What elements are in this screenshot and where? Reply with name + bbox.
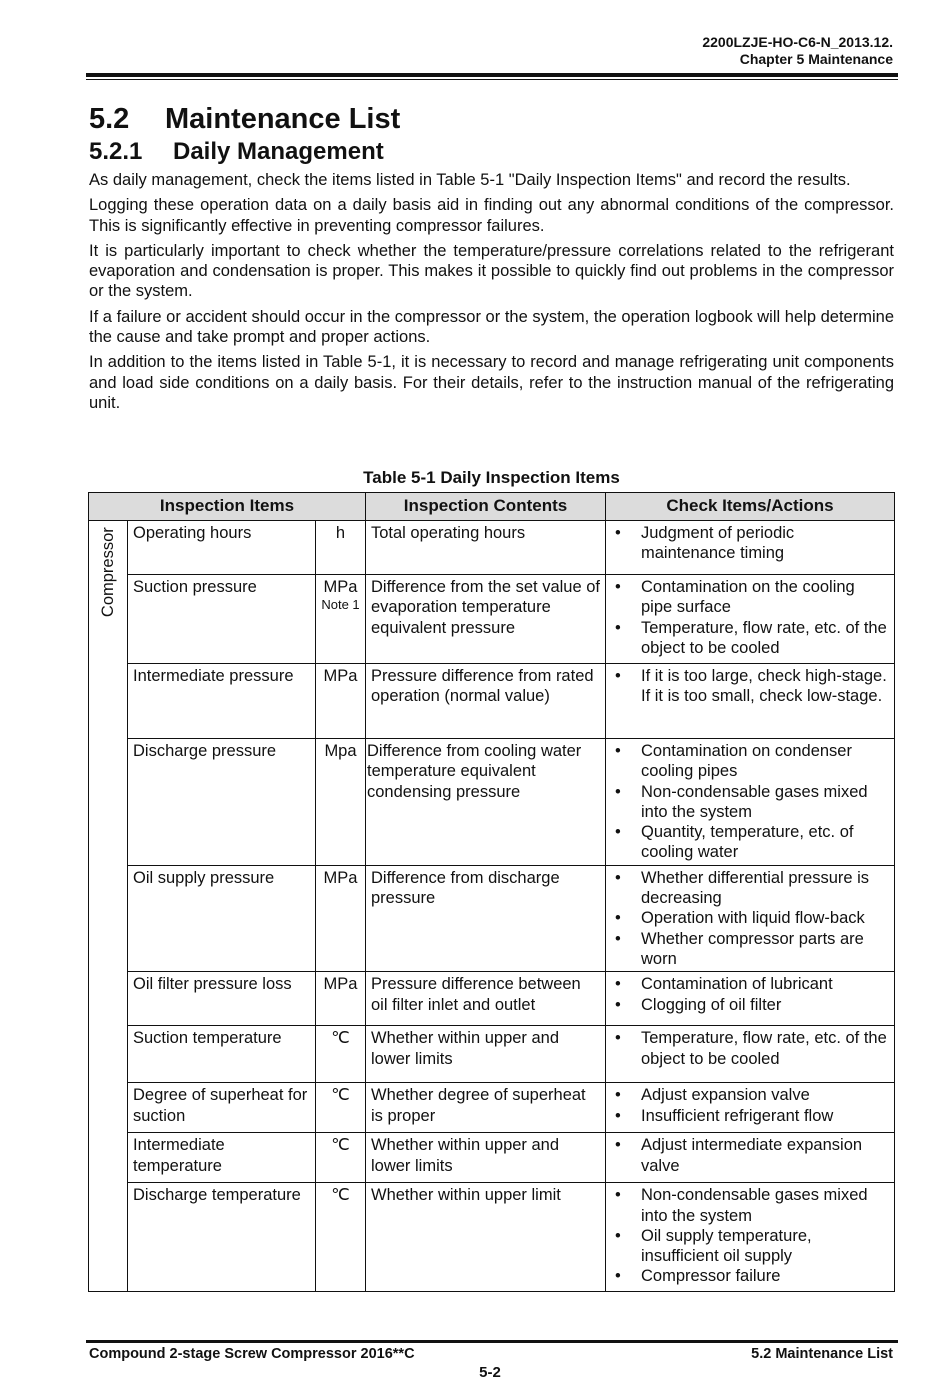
- unit: ℃: [331, 1029, 350, 1048]
- check-item: • Quantity, temperature, etc. of cooling water: [611, 822, 890, 863]
- unit-cell: [316, 739, 366, 866]
- unit-cell: [316, 1133, 366, 1183]
- check-items-cell: [606, 521, 895, 575]
- unit: MPa: [323, 868, 358, 887]
- unit-cell: [316, 1026, 366, 1083]
- inspection-item: Discharge pressure: [128, 739, 316, 866]
- section-title: Maintenance List: [165, 103, 401, 135]
- inspection-content: Whether degree of superheat is proper: [366, 1083, 606, 1133]
- check-list: [611, 523, 890, 564]
- doc-code: 2200LZJE-HO-C6-N_2013.12.: [702, 34, 893, 50]
- inspection-content: Total operating hours: [366, 521, 606, 575]
- inspection-content: Whether within upper and lower limits: [366, 1026, 606, 1083]
- subsection-heading: [89, 137, 894, 167]
- inspection-content: Difference from the set value of evaporation temperature equivalent pressure: [366, 575, 606, 664]
- check-items-cell: [606, 865, 895, 971]
- inspection-item: Discharge temperature: [128, 1183, 316, 1292]
- chapter-title: Chapter 5 Maintenance: [739, 51, 893, 67]
- check-item: • Whether differential pressure is decreasing: [611, 868, 890, 909]
- check-list: [611, 974, 890, 1015]
- header-inspection-items: Inspection Items: [89, 493, 366, 521]
- header-check-items: Check Items/Actions: [606, 493, 895, 521]
- unit: MPa: [323, 667, 358, 685]
- unit-cell: [316, 1083, 366, 1133]
- inspection-content: Pressure difference from rated operation (normal value): [366, 664, 606, 739]
- unit: h: [335, 524, 346, 542]
- main-content: [89, 101, 894, 413]
- unit-note: Note 1: [321, 597, 360, 613]
- check-item: • If it is too large, check high-stage. If it is too small, check low-stage.: [611, 666, 890, 707]
- check-item: • Non-condensable gases mixed into the system: [611, 782, 890, 823]
- check-list: [611, 1135, 890, 1176]
- footer-rule: [86, 1340, 898, 1343]
- check-list: [611, 1185, 890, 1286]
- check-items-cell: [606, 1083, 895, 1133]
- paragraph: Logging these operation data on a daily basis aid in finding out any abnormal conditions of the compressor. This is significantly effective in preventing compressor failures.: [89, 196, 894, 235]
- inspection-content: Difference from cooling water temperature equivalent condensing pressure: [366, 739, 606, 866]
- section-heading: [89, 101, 894, 137]
- check-list: [611, 868, 890, 969]
- check-items-cell: [606, 739, 895, 866]
- table-row: [89, 521, 895, 575]
- inspection-content: Difference from discharge pressure: [366, 865, 606, 971]
- unit-cell: [316, 865, 366, 971]
- unit: MPa: [323, 975, 358, 994]
- table-row: [89, 1133, 895, 1183]
- check-list: [611, 741, 890, 863]
- header-rule-thin: [86, 79, 898, 80]
- unit-cell: [316, 1183, 366, 1292]
- unit: ℃: [331, 1136, 350, 1155]
- table-header-row: [89, 493, 895, 521]
- paragraph: It is particularly important to check whether the temperature/pressure correlations related to the refrigerant evaporation and condensation is proper. This makes it possible to quickly find out problems in the compressor or the system.: [89, 241, 894, 301]
- inspection-content: Pressure difference between oil filter inlet and outlet: [366, 972, 606, 1026]
- check-items-cell: [606, 1183, 895, 1292]
- footer-section: 5.2 Maintenance List: [751, 1346, 893, 1362]
- check-item: • Clogging of oil filter: [611, 995, 890, 1015]
- check-item: • Adjust intermediate expansion valve: [611, 1135, 890, 1176]
- page-header: [702, 34, 893, 68]
- check-item: • Operation with liquid flow-back: [611, 908, 890, 928]
- group-label-cell: [89, 521, 128, 1292]
- table-row: [89, 1026, 895, 1083]
- inspection-item: Intermediate temperature: [128, 1133, 316, 1183]
- paragraph: If a failure or accident should occur in the compressor or the system, the operation logbook will help determine the cause and take prompt and proper actions.: [89, 307, 894, 347]
- unit-cell: [316, 664, 366, 739]
- inspection-item: Oil supply pressure: [128, 865, 316, 971]
- check-items-cell: [606, 1133, 895, 1183]
- check-item: • Contamination on the cooling pipe surface: [611, 577, 890, 618]
- inspection-item: Degree of superheat for suction: [128, 1083, 316, 1133]
- unit-cell: [316, 575, 366, 664]
- subsection-title: Daily Management: [173, 138, 384, 165]
- table-row: [89, 972, 895, 1026]
- header-inspection-contents: Inspection Contents: [366, 493, 606, 521]
- check-list: [611, 1028, 890, 1069]
- table-row: [89, 739, 895, 866]
- subsection-number: 5.2.1: [89, 138, 143, 165]
- section-number: 5.2: [89, 103, 130, 135]
- inspection-content: Whether within upper limit: [366, 1183, 606, 1292]
- group-label: Compressor: [98, 527, 117, 618]
- table-row: [89, 664, 895, 739]
- footer-product: Compound 2-stage Screw Compressor 2016**C: [89, 1346, 415, 1362]
- inspection-item: Suction temperature: [128, 1026, 316, 1083]
- inspection-item: Suction pressure: [128, 575, 316, 664]
- check-items-cell: [606, 1026, 895, 1083]
- check-list: [611, 666, 890, 707]
- check-item: • Contamination on condenser cooling pipes: [611, 741, 890, 782]
- check-item: • Whether compressor parts are worn: [611, 929, 890, 970]
- check-item: • Oil supply temperature, insufficient oil supply: [611, 1226, 890, 1267]
- table-row: [89, 1183, 895, 1292]
- check-items-cell: [606, 575, 895, 664]
- check-item: • Contamination of lubricant: [611, 974, 890, 994]
- check-item: • Insufficient refrigerant flow: [611, 1106, 890, 1126]
- check-items-cell: [606, 972, 895, 1026]
- unit-cell: [316, 521, 366, 575]
- check-item: • Non-condensable gases mixed into the system: [611, 1185, 890, 1226]
- check-item: • Adjust expansion valve: [611, 1085, 890, 1105]
- inspection-content: Whether within upper and lower limits: [366, 1133, 606, 1183]
- table-row: [89, 575, 895, 664]
- check-item: • Judgment of periodic maintenance timing: [611, 523, 890, 564]
- unit: MPa: [323, 578, 358, 596]
- check-list: [611, 1085, 890, 1126]
- check-list: [611, 577, 890, 658]
- paragraph: In addition to the items listed in Table 5-1, it is necessary to record and manage refrigerating unit components and load side conditions on a daily basis. For their details, refer to the instruction manual of the refrigerating unit.: [89, 353, 894, 412]
- daily-inspection-table: [88, 492, 895, 1292]
- check-item: • Compressor failure: [611, 1266, 890, 1286]
- unit: ℃: [331, 1186, 350, 1205]
- unit-cell: [316, 972, 366, 1026]
- unit: ℃: [331, 1086, 350, 1105]
- table-caption: Table 5-1 Daily Inspection Items: [363, 468, 620, 487]
- check-item: • Temperature, flow rate, etc. of the object to be cooled: [611, 618, 890, 659]
- table-row: [89, 1083, 895, 1133]
- inspection-item: Intermediate pressure: [128, 664, 316, 739]
- table-row: [89, 865, 895, 971]
- inspection-item: Oil filter pressure loss: [128, 972, 316, 1026]
- check-item: • Temperature, flow rate, etc. of the object to be cooled: [611, 1028, 890, 1069]
- inspection-item: Operating hours: [128, 521, 316, 575]
- paragraph: As daily management, check the items listed in Table 5-1 "Daily Inspection Items" and record the results.: [89, 171, 851, 189]
- page-number: 5-2: [479, 1364, 501, 1381]
- unit: Mpa: [324, 742, 357, 760]
- header-rule-thick: [86, 73, 898, 77]
- check-items-cell: [606, 664, 895, 739]
